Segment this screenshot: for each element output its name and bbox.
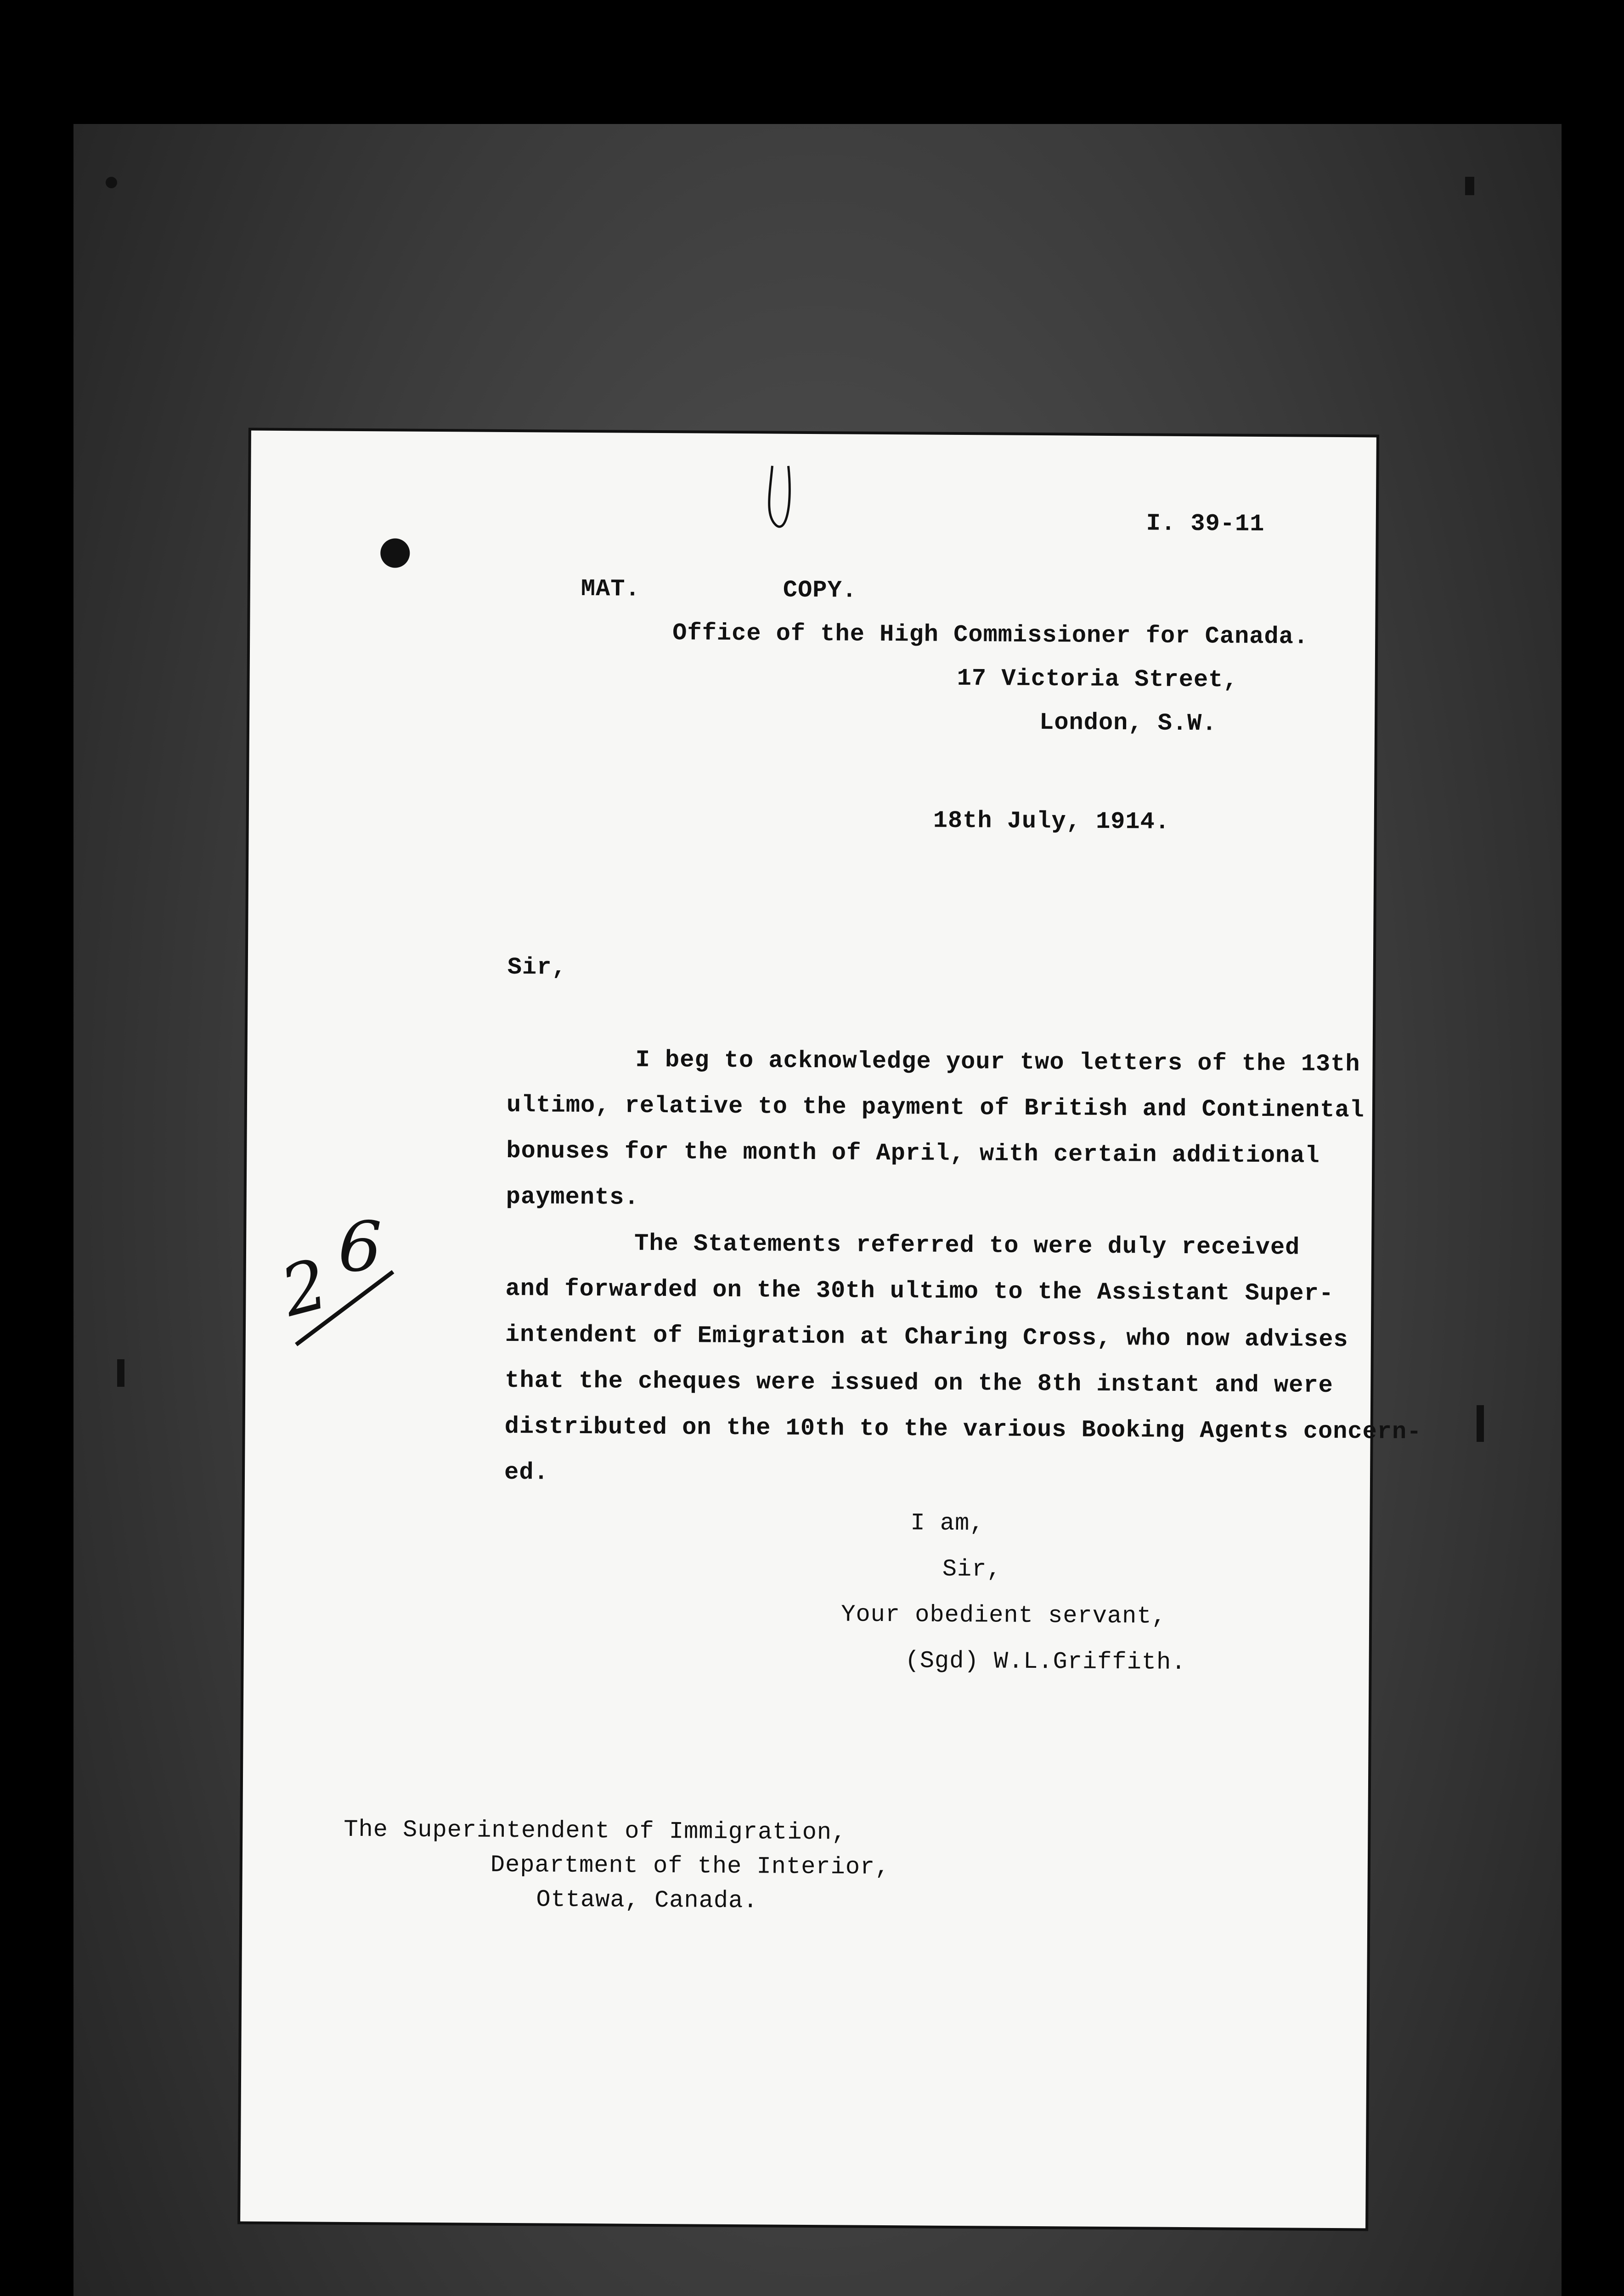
body-line: bonuses for the month of April, with certain additional <box>506 1137 1320 1170</box>
addressee-line: Department of the Interior, <box>490 1851 890 1881</box>
closing-line: Your obedient servant, <box>841 1601 1167 1630</box>
handwritten-marks <box>240 431 1376 2228</box>
salutation: Sir, <box>507 953 567 981</box>
file-reference: I. 39-11 <box>1146 510 1265 538</box>
mat-mark: MAT. <box>581 575 640 603</box>
city-line: London, S.W. <box>1039 709 1217 737</box>
body-line: that the cheques were issued on the 8th instant and were <box>505 1367 1333 1399</box>
street-line: 17 Victoria Street, <box>957 664 1238 694</box>
body-line: I beg to acknowledge your two letters of the 13th <box>635 1046 1360 1078</box>
letter-page <box>240 431 1422 2228</box>
body-line: The Statements referred to were duly received <box>634 1230 1300 1261</box>
handwritten-number: 2 <box>273 1244 336 1333</box>
closing-line: I am, <box>910 1509 985 1537</box>
scan-mark <box>1465 177 1474 195</box>
body-line: payments. <box>506 1183 639 1211</box>
handwritten-number: 6 <box>338 1207 383 1288</box>
letter-date: 18th July, 1914. <box>933 807 1170 836</box>
closing-line: Sir, <box>942 1555 1002 1583</box>
office-line: Office of the High Commissioner for Canada. <box>672 619 1309 651</box>
body-line: intendent of Emigration at Charing Cross, who now advises <box>505 1321 1348 1354</box>
signature-line: (Sgd) W.L.Griffith. <box>905 1647 1186 1677</box>
body-line: and forwarded on the 30th ultimo to the Assistant Super- <box>505 1275 1334 1307</box>
scan-mark <box>117 1359 124 1387</box>
body-line: ultimo, relative to the payment of British and Continental <box>506 1091 1365 1124</box>
addressee-line: Ottawa, Canada. <box>536 1886 758 1915</box>
scan-mark <box>1477 1405 1484 1442</box>
addressee-line: The Superintendent of Immigration, <box>344 1816 847 1846</box>
scan-mark <box>106 177 117 188</box>
copy-mark: COPY. <box>783 576 857 604</box>
body-line: distributed on the 10th to the various Booking Agents concern- <box>504 1412 1422 1446</box>
body-line: ed. <box>504 1458 549 1486</box>
